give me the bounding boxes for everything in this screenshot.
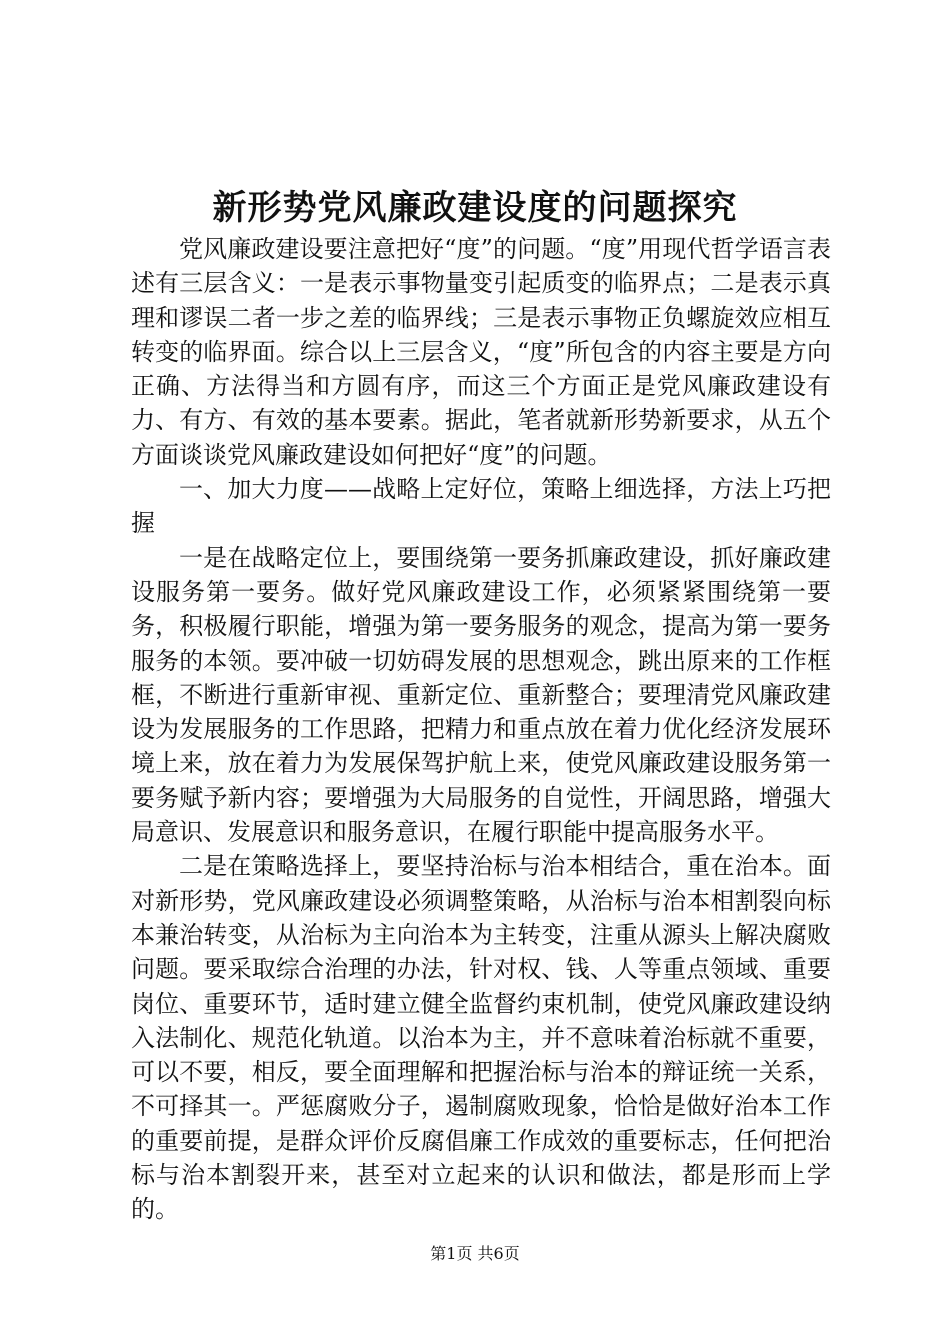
paragraph-strategy: 一是在战略定位上，要围绕第一要务抓廉政建设，抓好廉政建设服务第一要务。做好党风廉政建设工作，必须紧紧围绕第一要务，积极履行职能，增强为第一要务服务的观念，提高为第一要务服务的本领。要冲破一切妨碍发展的思想观念，跳出原来的工作框框，不断进行重新审视、重新定位、重新整合；要理清党风廉政建设为发展服务的工作思路，把精力和重点放在着力优化经济发展环境上来，放在着力为发展保驾护航上来，使党风廉政建设服务第一要务赋予新内容；要增强为大局服务的自觉性，开阔思路，增强大局意识、发展意识和服务意识，在履行职能中提高服务水平。 bbox=[131, 543, 831, 847]
paragraph-intro: 党风廉政建设要注意把好“度”的问题。“度”用现代哲学语言表述有三层含义：一是表示事物量变引起质变的临界点；二是表示真理和谬误二者一步之差的临界线；三是表示事物正负螺旋效应相互转变的临界面。综合以上三层含义，“度”所包含的内容主要是方向正确、方法得当和方圆有序，而这三个方面正是党风廉政建设有力、有方、有效的基本要素。据此，笔者就新形势新要求，从五个方面谈谈党风廉政建设如何把好“度”的问题。 bbox=[131, 235, 831, 469]
page-number: 第1页 共6页 bbox=[430, 1244, 520, 1263]
paragraph-tactics: 二是在策略选择上，要坚持治标与治本相结合，重在治本。面对新形势，党风廉政建设必须调整策略，从治标与治本相割裂向标本兼治转变，从治标为主向治本为主转变，注重从源头上解决腐败问题。要采取综合治理的办法，针对权、钱、人等重点领域、重要岗位、重要环节，适时建立健全监督约束机制，使党风廉政建设纳入法制化、规范化轨道。以治本为主，并不意味着治标就不重要，可以不要，相反，要全面理解和把握治标与治本的辩证统一关系，不可择其一。严惩腐败分子，遏制腐败现象，恰恰是做好治本工作的重要前提，是群众评价反腐倡廉工作成效的重要标志，任何把治标与治本割裂开来，甚至对立起来的认识和做法，都是形而上学的。 bbox=[131, 852, 831, 1224]
document-body bbox=[131, 232, 831, 1227]
page-title: 新形势党风廉政建设度的问题探究 bbox=[212, 188, 738, 228]
section-heading-1: 一、加大力度——战略上定好位，策略上细选择，方法上巧把握 bbox=[131, 475, 831, 538]
page-footer bbox=[0, 1244, 950, 1264]
